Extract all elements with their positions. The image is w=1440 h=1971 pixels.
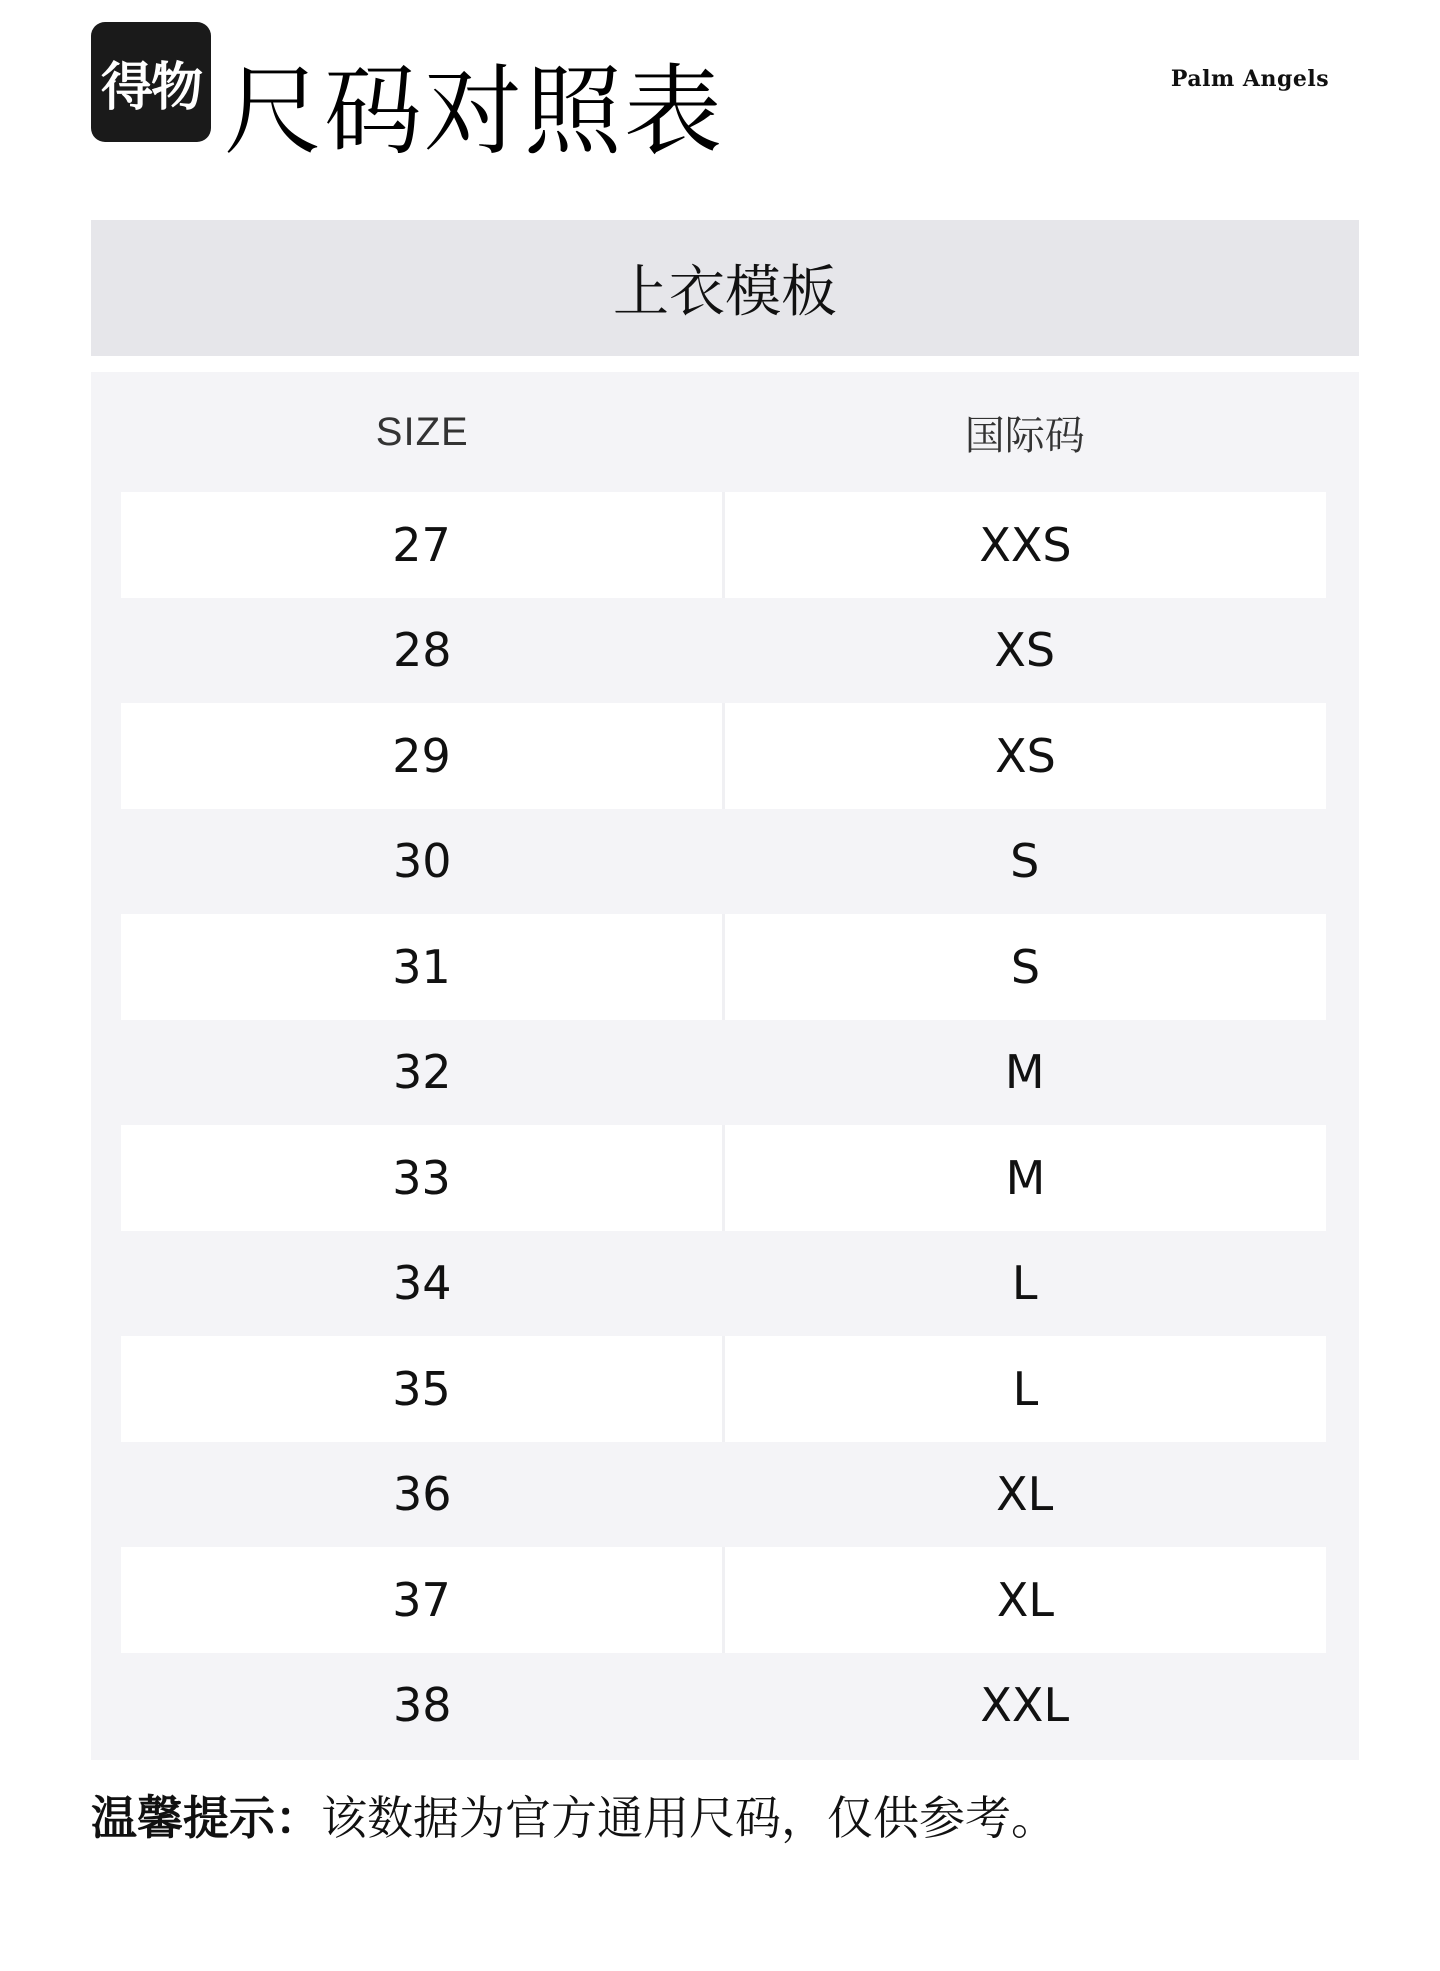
international-size-cell: M: [725, 1125, 1326, 1231]
size-cell: 35: [121, 1336, 725, 1442]
international-size-cell: XS: [725, 703, 1326, 809]
table-row: [121, 1125, 1326, 1231]
international-size-cell: L: [725, 1336, 1326, 1442]
international-size-cell: M: [1004, 1045, 1045, 1100]
international-size-cell: L: [1011, 1256, 1038, 1311]
size-cell: 37: [121, 1547, 725, 1653]
section-title: 上衣模板: [91, 220, 1359, 356]
international-size-cell: S: [725, 914, 1326, 1020]
column-header-international: 国际码: [964, 412, 1085, 459]
size-cell: 34: [392, 1256, 452, 1311]
column-header-size: SIZE: [375, 409, 469, 454]
footer-tip: [91, 1782, 1057, 1848]
table-row: [121, 1653, 1326, 1759]
international-size-cell: XL: [725, 1547, 1326, 1653]
size-cell: 32: [392, 1045, 452, 1100]
size-cell: 30: [392, 834, 452, 889]
international-size-cell: XL: [996, 1467, 1054, 1522]
table-row: [121, 914, 1326, 1020]
app-logo: [91, 22, 211, 142]
table-header-row: [121, 372, 1326, 492]
brand-logo: Palm Angels: [1170, 66, 1330, 92]
table-row: [121, 598, 1326, 704]
tip-text: 该数据为官方通用尺码，仅供参考。: [321, 1791, 1057, 1845]
table-row: [121, 492, 1326, 598]
size-cell: 33: [121, 1125, 725, 1231]
size-cell: 31: [121, 914, 725, 1020]
size-cell: 29: [121, 703, 725, 809]
size-cell: 36: [392, 1467, 452, 1522]
table-row: [121, 1231, 1326, 1337]
table-row: [121, 1020, 1326, 1126]
table-row: [121, 1442, 1326, 1548]
international-size-cell: XXL: [980, 1678, 1070, 1733]
page-title: 尺码对照表: [224, 55, 725, 169]
table-row: [121, 1336, 1326, 1442]
international-size-cell: XXS: [725, 492, 1326, 598]
app-logo-text: 得物: [100, 57, 201, 118]
table-row: [121, 1547, 1326, 1653]
tip-label: 温馨提示：: [91, 1791, 321, 1845]
size-cell: 28: [392, 623, 452, 678]
international-size-cell: XS: [994, 623, 1056, 678]
table-body: [121, 492, 1326, 1758]
international-size-cell: S: [1010, 834, 1040, 889]
table-row: [121, 809, 1326, 915]
size-table: [91, 372, 1359, 1760]
size-cell: 38: [392, 1678, 452, 1733]
table-row: [121, 703, 1326, 809]
size-cell: 27: [121, 492, 725, 598]
